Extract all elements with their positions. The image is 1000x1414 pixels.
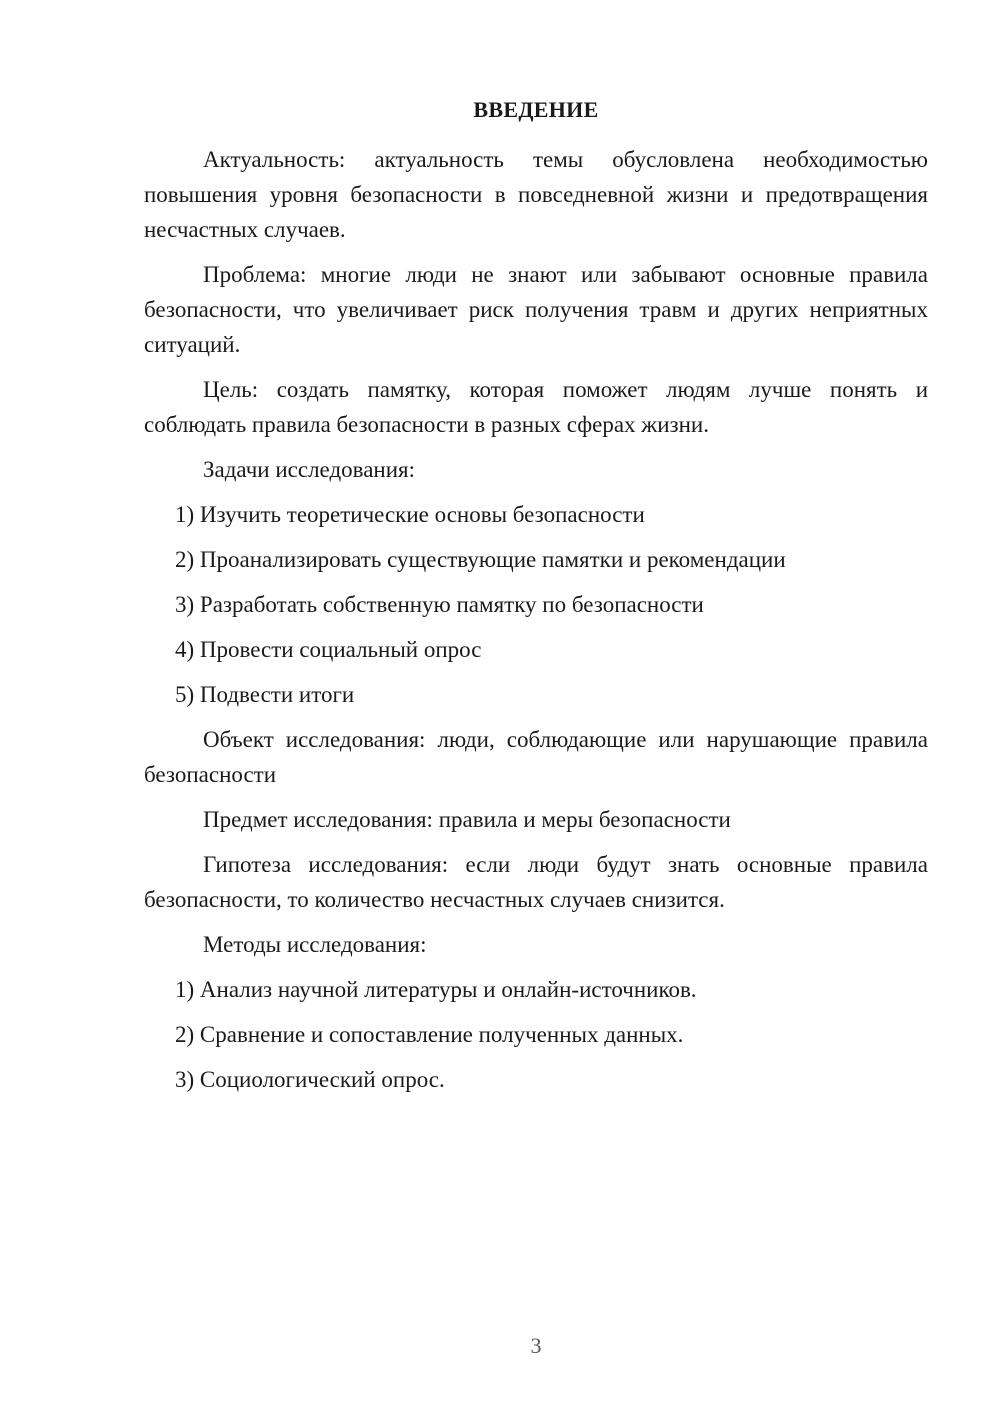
hypothesis-paragraph: Гипотеза исследования: если люди будут знать основные правила безопасности, то количество несчастных случаев снизится. [144,852,928,912]
list-item: 4) Провести социальный опрос [175,637,482,662]
goal-paragraph: Цель: создать памятку, которая поможет людям лучше понять и соблюдать правила безопасности в разных сферах жизни. [144,377,928,437]
tasks-list [144,497,928,712]
document-body [144,142,928,1107]
list-item: 5) Подвести итоги [175,682,355,707]
list-item: 2) Проанализировать существующие памятки и рекомендации [175,547,786,572]
list-item: 2) Сравнение и сопоставление полученных данных. [175,1022,684,1047]
tasks-heading: Задачи исследования: [203,457,416,482]
problem-paragraph: Проблема: многие люди не знают или забывают основные правила безопасности, что увеличивает риск получения травм и других неприятных ситуаций. [144,262,928,357]
page-number: 3 [530,1333,542,1358]
list-item: 1) Анализ научной литературы и онлайн-источников. [175,977,697,1002]
subject-paragraph: Предмет исследования: правила и меры безопасности [203,807,731,832]
page-title: ВВЕДЕНИЕ [473,97,599,122]
object-paragraph: Объект исследования: люди, соблюдающие или нарушающие правила безопасности [144,727,928,787]
methods-heading: Методы исследования: [203,932,427,957]
list-item: 1) Изучить теоретические основы безопасности [175,502,645,527]
list-item: 3) Разработать собственную памятку по безопасности [175,592,704,617]
methods-list [144,972,928,1097]
list-item: 3) Социологический опрос. [175,1067,445,1092]
relevance-paragraph: Актуальность: актуальность темы обусловлена необходимостью повышения уровня безопасности в повседневной жизни и предотвращения несчастных случаев. [144,147,928,242]
